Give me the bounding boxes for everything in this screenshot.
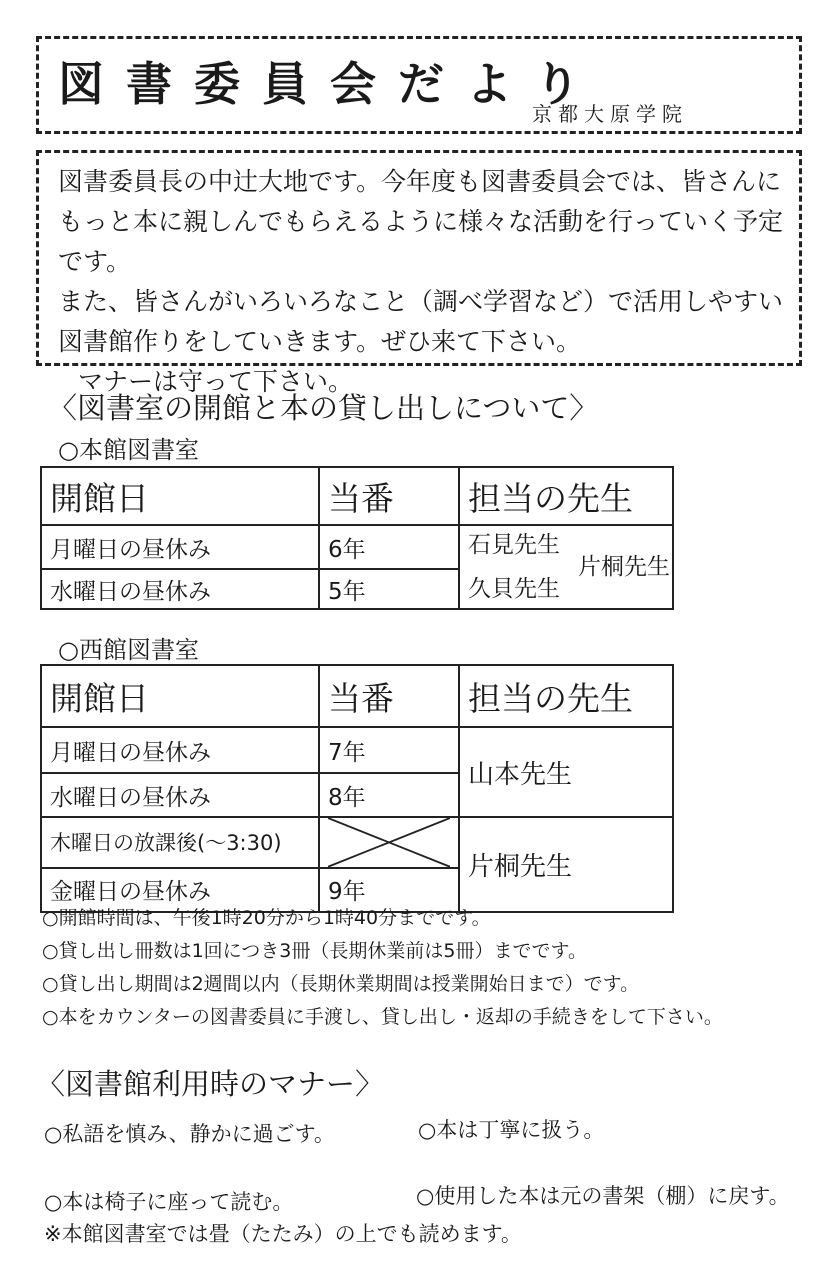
manner-item: ○本は丁寧に扱う。	[418, 1118, 605, 1142]
teacher-cell: 山本先生	[459, 727, 673, 817]
teacher-cell: 片桐先生	[459, 817, 673, 912]
main-library-table	[40, 466, 674, 610]
newsletter-title: 図書委員会だより	[58, 57, 602, 111]
open-day-cell: 月曜日の昼休み	[41, 525, 319, 569]
table-header-row	[41, 665, 673, 727]
manner-item: ○本は椅子に座って読む。	[44, 1190, 294, 1214]
duty-cell: 8年	[319, 773, 459, 817]
west-library-heading: ○西館図書室	[58, 636, 199, 664]
note-item: ○貸し出し期間は2週間以内（長期休業期間は授業開始日まで）です。	[42, 973, 640, 995]
duty-cell: 9年	[319, 868, 459, 912]
duty-cell: 7年	[319, 727, 459, 773]
open-day-cell: 水曜日の昼休み	[41, 569, 319, 609]
intro-paragraph-2: また、皆さんがいろいろなこと（調べ学習など）で活用しやすい図書館作りをしていきます。ぜひ来て下さい。	[58, 287, 784, 356]
table-row	[41, 525, 673, 569]
manners-heading: 〈図書館利用時のマナー〉	[36, 1067, 385, 1101]
main-library-heading: ○本館図書室	[58, 436, 199, 464]
teacher-name: 片桐先生	[578, 554, 670, 580]
note-item: ○本をカウンターの図書委員に手渡し、貸し出し・返却の手続きをして下さい。	[42, 1006, 723, 1028]
open-day-cell: 金曜日の昼休み	[41, 868, 319, 912]
open-day-cell: 月曜日の昼休み	[41, 727, 319, 773]
note-item: ○貸し出し冊数は1回につき3冊（長期休業前は5冊）までです。	[42, 940, 587, 962]
no-duty-cross-mark	[319, 817, 459, 868]
open-day-cell: 水曜日の昼休み	[41, 773, 319, 817]
manner-item: ○使用した本は元の書架（棚）に戻す。	[416, 1184, 790, 1208]
manner-item: ○私語を慎み、静かに過ごす。	[44, 1122, 335, 1146]
school-name: 京都大原学院	[532, 102, 688, 126]
teacher-name: 石見先生	[468, 532, 560, 558]
header-teacher: 担当の先生	[459, 665, 673, 727]
note-item: ○開館時間は、午後1時20分から1時40分までです。	[42, 907, 491, 929]
duty-cell: 5年	[319, 569, 459, 609]
intro-paragraph-1: 図書委員長の中辻大地です。今年度も図書委員会では、皆さんにもっと本に親しんでもらえるように様々な活動を行っていく予定です。	[58, 167, 784, 276]
cross-mark-icon	[328, 818, 450, 867]
west-library-table	[40, 664, 674, 913]
header-open-day: 開館日	[41, 467, 319, 525]
opening-section-heading: 〈図書室の開館と本の貸し出しについて〉	[48, 391, 599, 425]
intro-paragraph-3: マナーは守って下さい。	[78, 367, 354, 396]
duty-cell: 6年	[319, 525, 459, 569]
teacher-name: 久貝先生	[468, 576, 560, 602]
table-header-row	[41, 467, 673, 525]
table-row	[41, 817, 673, 868]
header-duty: 当番	[319, 467, 459, 525]
intro-message	[58, 162, 798, 402]
header-duty: 当番	[319, 665, 459, 727]
header-teacher: 担当の先生	[459, 467, 673, 525]
lending-notes	[42, 902, 822, 1034]
open-day-cell: 木曜日の放課後(〜3:30)	[41, 817, 319, 868]
table-row	[41, 727, 673, 773]
teacher-cell	[459, 525, 673, 609]
header-open-day: 開館日	[41, 665, 319, 727]
manners-footnote: ※本館図書室では畳（たたみ）の上でも読めます。	[44, 1222, 522, 1246]
